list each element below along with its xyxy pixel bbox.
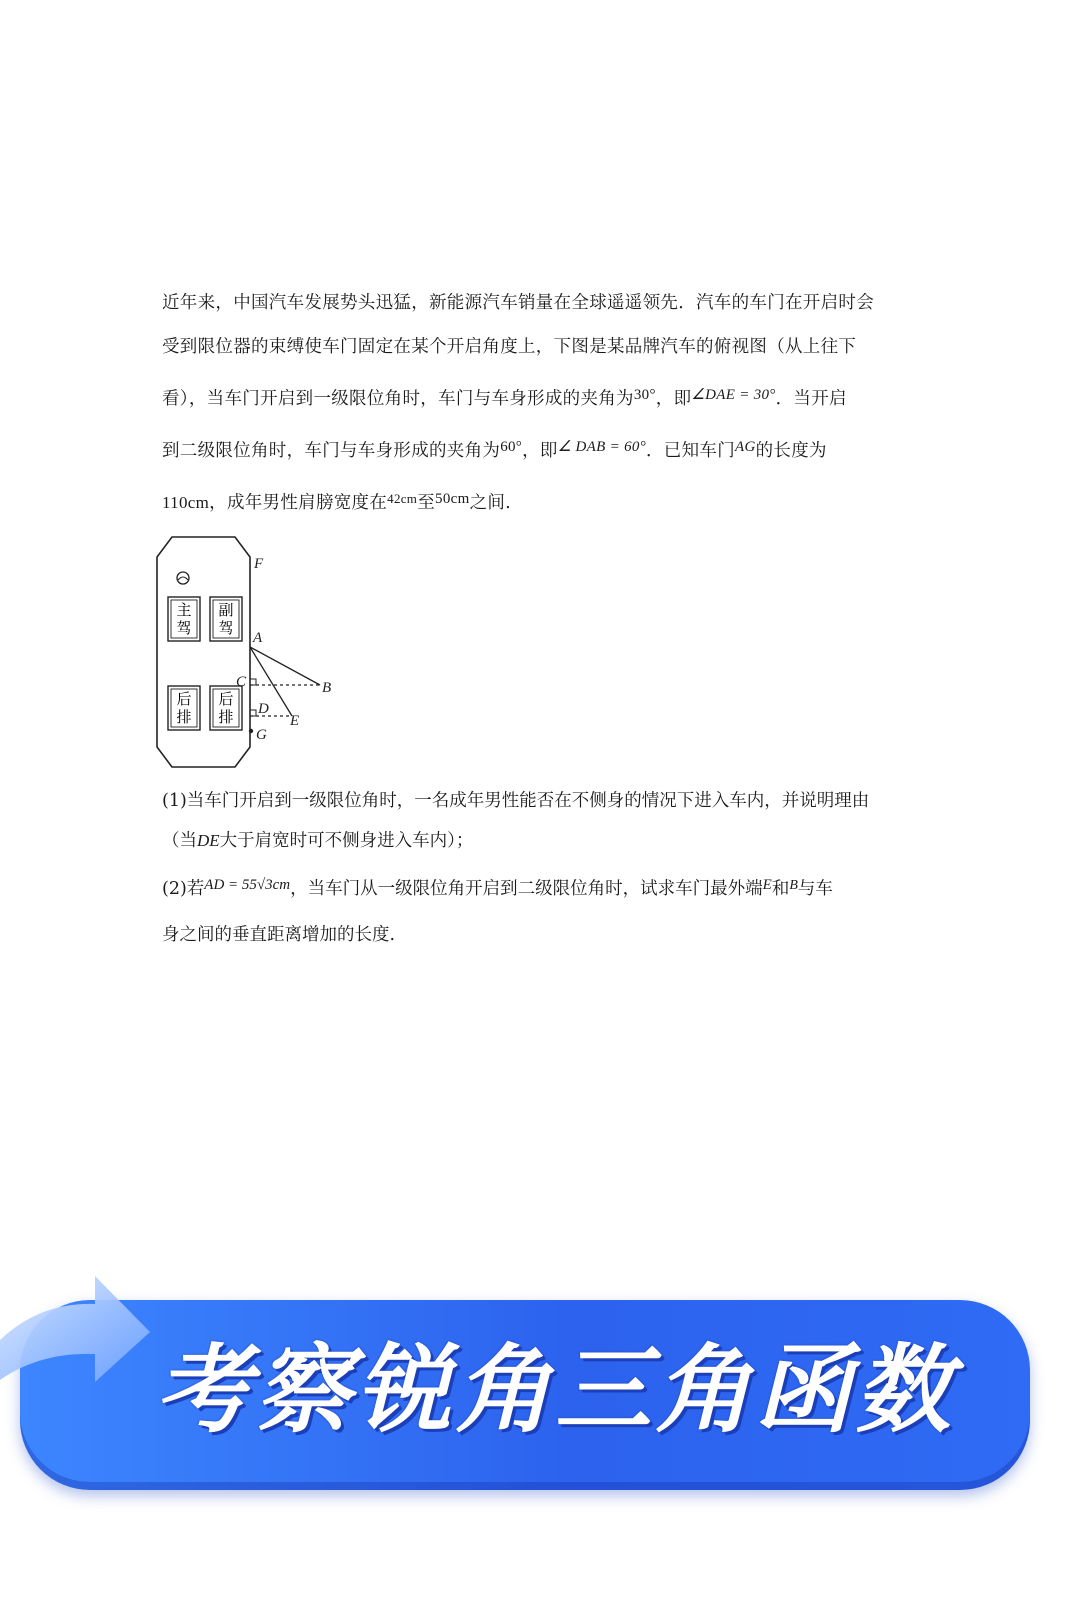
angle-30: 30°	[633, 387, 656, 403]
intro-line-1: 近年来，中国汽车发展势头迅猛，新能源汽车销量在全球遥遥领先．汽车的车门在开启时会	[162, 293, 874, 313]
intro-line-3: 看），当车门开启到一级限位角时，车门与车身形成的夹角为30°，即∠DAE = 30°．当开启	[162, 387, 847, 409]
questions	[162, 788, 922, 952]
point-e-text: E	[762, 877, 772, 893]
angle-60: 60°	[500, 439, 523, 455]
ad-expression: AD = 55√3cm	[204, 877, 291, 893]
intro-paragraph	[162, 290, 922, 542]
banner-title: 考察锐角三角函数	[155, 1334, 955, 1446]
question-1-line-2: （当DE大于肩宽时可不侧身进入车内）；	[162, 831, 474, 851]
label-c: C	[236, 674, 247, 690]
label-f: F	[254, 556, 264, 572]
car-diagram	[150, 535, 350, 785]
seat-front-right	[210, 597, 242, 641]
shoulder-min: 42cm	[387, 491, 418, 506]
seat-rear-left	[168, 686, 200, 730]
svg-text:驾: 驾	[176, 621, 192, 637]
problem-statement	[162, 290, 922, 542]
svg-text:排: 排	[176, 710, 192, 726]
label-b: B	[322, 680, 332, 696]
svg-text:副: 副	[218, 603, 234, 619]
question-1-line-1: (1)当车门开启到一级限位角时，一名成年男性能否在不侧身的情况下进入车内，并说明理由	[162, 791, 870, 811]
point-g	[249, 729, 253, 733]
question-2-line-2: 身之间的垂直距离增加的长度.	[162, 925, 396, 945]
svg-text:驾: 驾	[218, 621, 234, 637]
svg-text:主: 主	[176, 603, 192, 619]
seat-front-left	[168, 597, 200, 641]
angle-dae-expression: ∠DAE = 30°	[691, 387, 776, 403]
svg-text:后: 后	[176, 692, 192, 708]
right-angle-c	[250, 679, 256, 685]
svg-text:排: 排	[218, 710, 234, 726]
steering-wheel-icon	[177, 572, 189, 584]
intro-line-5: 110cm，成年男性肩膀宽度在$^{42cm}$至50cm之间.	[162, 491, 512, 513]
segment-ab	[250, 647, 320, 685]
svg-text:后: 后	[218, 692, 234, 708]
point-b-text: B	[789, 878, 798, 893]
seat-rear-right	[210, 686, 242, 730]
intro-line-4: 到二级限位角时，车门与车身形成的夹角为60°，即∠ DAB = 60°．已知车门AG的长度为	[162, 439, 827, 461]
label-e: E	[290, 713, 300, 729]
segment-de-text: DE	[197, 831, 220, 850]
question-2-line-1: (2)若AD = 55√3cm，当车门从一级限位角开启到二级限位角时，试求车门最外端E和$^B$与车	[162, 877, 833, 899]
angle-dab-expression: ∠ DAB = 60°	[557, 439, 646, 455]
segment-ag: AG	[735, 439, 756, 455]
car-top-view-figure	[150, 535, 350, 785]
right-angle-d	[250, 710, 256, 716]
door-length: 110cm	[162, 493, 210, 512]
topic-banner	[0, 1270, 1080, 1510]
curved-arrow-icon	[0, 1270, 170, 1400]
intro-line-2: 受到限位器的束缚使车门固定在某个开启角度上，下图是某品牌汽车的俯视图（从上往下	[162, 337, 857, 357]
label-d: D	[258, 701, 269, 717]
label-g: G	[256, 727, 267, 743]
car-body-outline	[157, 537, 250, 767]
shoulder-max: 50cm	[435, 491, 470, 507]
label-a: A	[253, 630, 263, 646]
